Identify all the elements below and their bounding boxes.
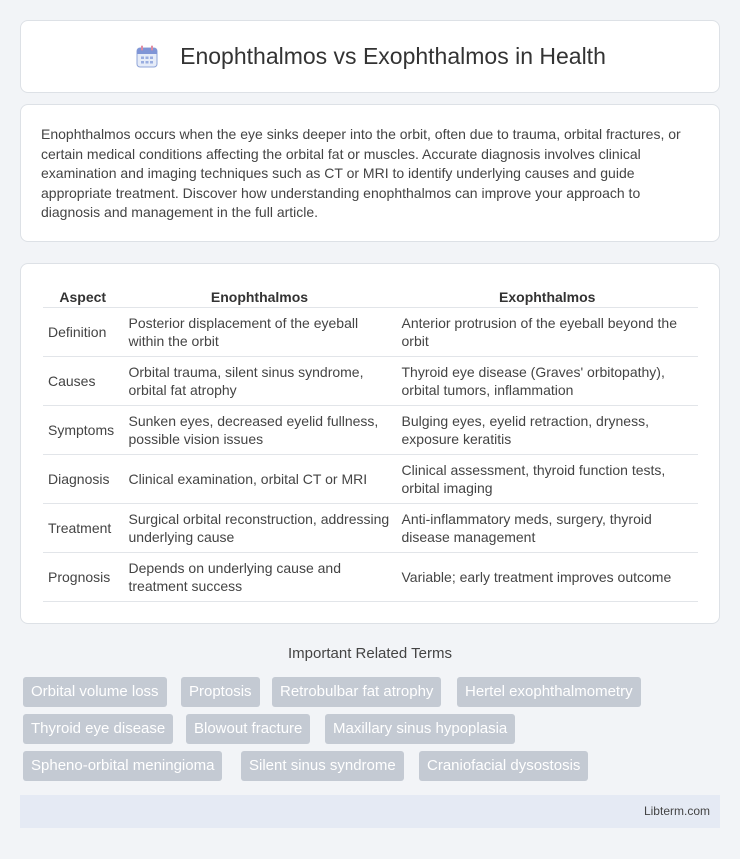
tag-thyroid-eye-disease[interactable]: Thyroid eye disease bbox=[23, 714, 173, 744]
row-aspect: Diagnosis bbox=[43, 454, 123, 503]
page-title: Enophthalmos vs Exophthalmos in Health bbox=[180, 43, 606, 69]
row-exophthalmos: Bulging eyes, eyelid retraction, dryness, exposure keratitis bbox=[396, 405, 698, 454]
table-row bbox=[43, 454, 698, 503]
tag-orbital-volume-loss[interactable]: Orbital volume loss bbox=[23, 677, 167, 707]
table-header-row bbox=[43, 284, 698, 307]
row-enophthalmos: Posterior displacement of the eyeball within the orbit bbox=[123, 307, 396, 356]
row-enophthalmos: Surgical orbital reconstruction, addressing underlying cause bbox=[123, 503, 396, 552]
row-enophthalmos: Sunken eyes, decreased eyelid fullness, possible vision issues bbox=[123, 405, 396, 454]
row-aspect: Definition bbox=[43, 307, 123, 356]
row-aspect: Causes bbox=[43, 356, 123, 405]
footer-source[interactable]: Libterm.com bbox=[643, 804, 710, 818]
table-row bbox=[43, 356, 698, 405]
table-row bbox=[43, 405, 698, 454]
row-exophthalmos: Thyroid eye disease (Graves' orbitopathy), orbital tumors, inflammation bbox=[396, 356, 698, 405]
tag-silent-sinus-syndrome[interactable]: Silent sinus syndrome bbox=[241, 751, 404, 781]
header-aspect: Aspect bbox=[43, 284, 123, 307]
title-card bbox=[20, 20, 720, 93]
tag-hertel-exophthalmometry[interactable]: Hertel exophthalmometry bbox=[457, 677, 641, 707]
row-exophthalmos: Clinical assessment, thyroid function tests, orbital imaging bbox=[396, 454, 698, 503]
table-row bbox=[43, 552, 698, 601]
tag-maxillary-sinus-hypoplasia[interactable]: Maxillary sinus hypoplasia bbox=[325, 714, 515, 744]
comparison-table-card bbox=[20, 263, 720, 624]
row-enophthalmos: Depends on underlying cause and treatment success bbox=[123, 552, 396, 601]
table-row bbox=[43, 307, 698, 356]
row-aspect: Symptoms bbox=[43, 405, 123, 454]
calendar-icon bbox=[134, 44, 160, 70]
header-exophthalmos: Exophthalmos bbox=[396, 284, 698, 307]
header-enophthalmos: Enophthalmos bbox=[123, 284, 396, 307]
intro-card bbox=[20, 104, 720, 242]
row-exophthalmos: Anterior protrusion of the eyeball beyond the orbit bbox=[396, 307, 698, 356]
tag-spheno-orbital-meningioma[interactable]: Spheno-orbital meningioma bbox=[23, 751, 222, 781]
row-exophthalmos: Anti-inflammatory meds, surgery, thyroid disease management bbox=[396, 503, 698, 552]
intro-text: Enophthalmos occurs when the eye sinks deeper into the orbit, often due to trauma, orbital fractures, or certain medical conditions affecting the orbital fat or muscles. Accurate diagnosis involves clinical examination and imaging techniques such as CT or MRI to identify underlying causes and guide appropriate treatment. Discover how understanding enophthalmos can improve your approach to diagnosis and management in the full article. bbox=[41, 126, 681, 220]
row-exophthalmos: Variable; early treatment improves outcome bbox=[396, 552, 698, 601]
related-terms-title: Important Related Terms bbox=[288, 645, 452, 662]
table-row bbox=[43, 503, 698, 552]
tag-retrobulbar-fat-atrophy[interactable]: Retrobulbar fat atrophy bbox=[272, 677, 441, 707]
row-enophthalmos: Clinical examination, orbital CT or MRI bbox=[123, 454, 396, 503]
row-aspect: Treatment bbox=[43, 503, 123, 552]
tag-proptosis[interactable]: Proptosis bbox=[181, 677, 260, 707]
footer bbox=[20, 795, 720, 828]
tag-blowout-fracture[interactable]: Blowout fracture bbox=[186, 714, 310, 744]
row-enophthalmos: Orbital trauma, silent sinus syndrome, orbital fat atrophy bbox=[123, 356, 396, 405]
row-aspect: Prognosis bbox=[43, 552, 123, 601]
tag-craniofacial-dysostosis[interactable]: Craniofacial dysostosis bbox=[419, 751, 588, 781]
comparison-table bbox=[43, 284, 698, 602]
